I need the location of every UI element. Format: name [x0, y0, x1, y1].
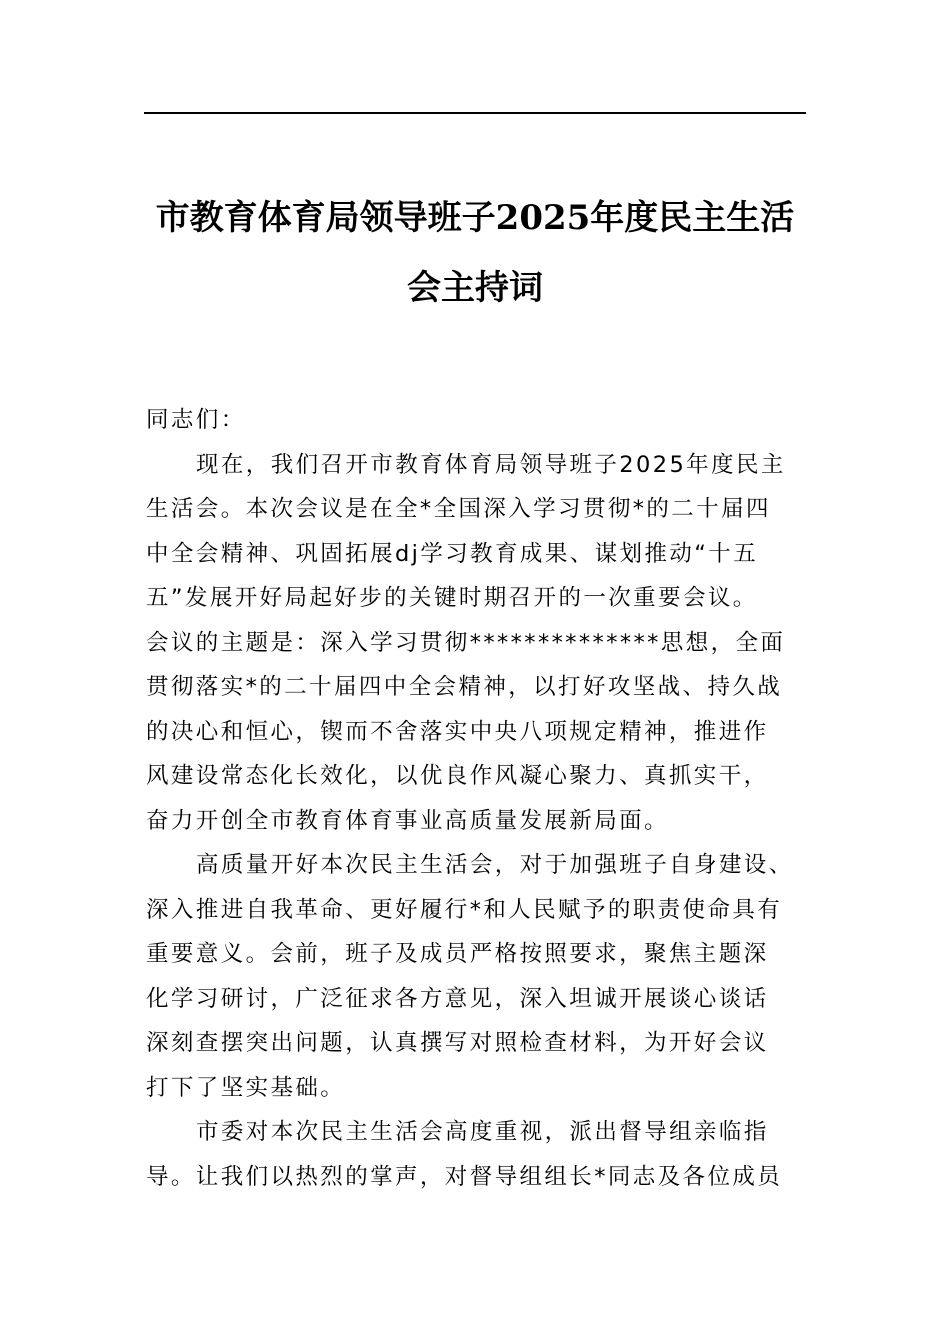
- paragraph-line: 会议的主题是：深入学习贯彻**************思想，全面: [146, 629, 786, 656]
- paragraph-line: 市委对本次民主生活会高度重视，派出督导组亲临指: [196, 1119, 769, 1145]
- paragraph-line: 导。让我们以热烈的掌声，对督导组组长*同志及各位成员: [146, 1163, 783, 1190]
- paragraph-line: 生活会。本次会议是在全*全国深入学习贯彻*的二十届四: [146, 496, 771, 522]
- paragraph-line: 化学习研讨，广泛征求各方意见，深入坦诚开展谈心谈话: [146, 985, 769, 1012]
- paragraph-line: 现在，我们召开市教育体育局领导班子2025年度民主: [196, 451, 786, 478]
- document-body: [146, 398, 808, 1199]
- paragraph-line: 打下了坚实基础。: [146, 1074, 346, 1101]
- paragraph-line: 的决心和恒心，锲而不舍落实中央八项规定精神，推进作: [146, 718, 769, 745]
- paragraph-line: 深入推进自我革命、更好履行*和人民赋予的职责使命具有: [146, 896, 783, 923]
- paragraph-2: [146, 843, 808, 1110]
- paragraph-line: 奋力开创全市教育体育事业高质量发展新局面。: [146, 807, 669, 834]
- paragraph-line: 贯彻落实*的二十届四中全会精神，以打好攻坚战、持久战: [146, 674, 783, 700]
- paragraph-line: 重要意义。会前，班子及成员严格按照要求，聚焦主题深: [146, 941, 769, 967]
- paragraph-line: 高质量开好本次民主生活会，对于加强班子自身建设、: [196, 852, 794, 878]
- paragraph-line: 风建设常态化长效化，以优良作风凝心聚力、真抓实干，: [146, 763, 769, 789]
- header-rule: [144, 112, 806, 114]
- paragraph-3: [146, 1110, 808, 1199]
- document-title-line-2: 会主持词: [407, 268, 543, 308]
- paragraph-line: 中全会精神、巩固拓展dj学习教育成果、谋划推动“十五: [146, 540, 759, 567]
- paragraph-line: 五”发展开好局起好步的关键时期召开的一次重要会议。: [146, 585, 758, 611]
- salutation: 同志们：: [146, 407, 246, 433]
- paragraph-1: [146, 443, 808, 844]
- paragraph-line: 深刻查摆突出问题，认真撰写对照检查材料，为开好会议: [146, 1030, 769, 1056]
- document-title-line-1: 市教育体育局领导班子2025年度民主生活: [155, 198, 795, 238]
